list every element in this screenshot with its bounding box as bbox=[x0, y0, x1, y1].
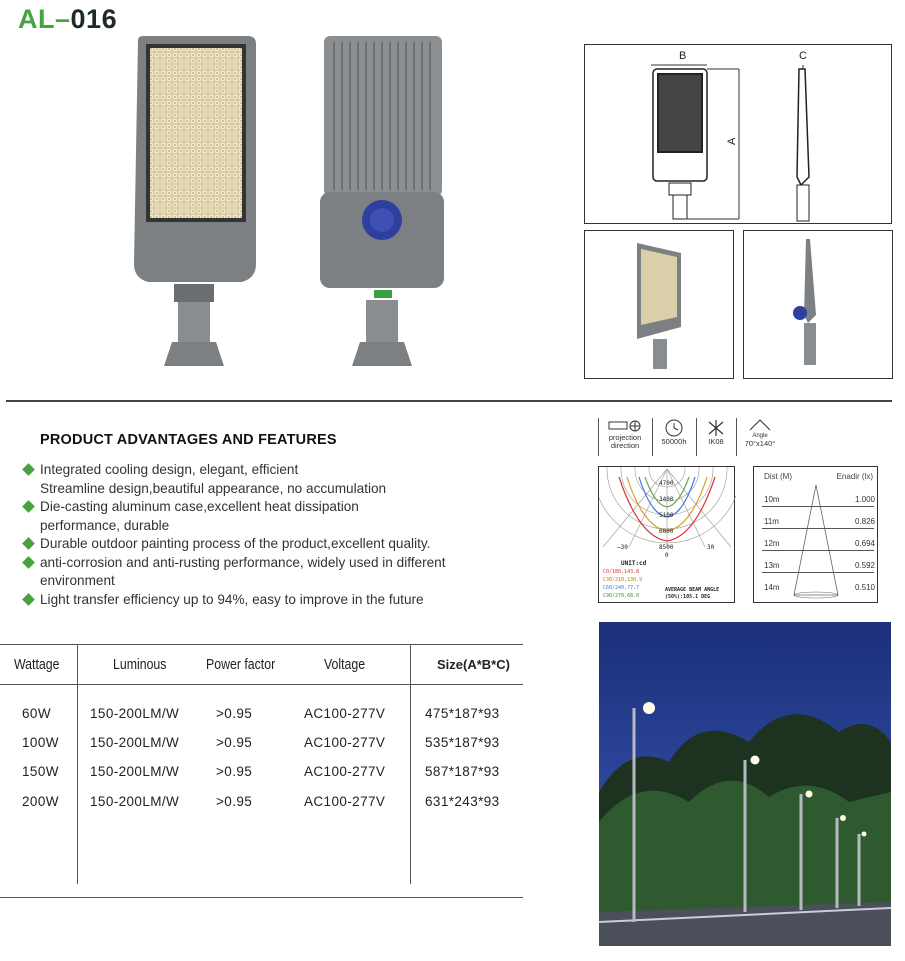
dimension-drawing bbox=[584, 44, 892, 224]
polar-value: 5100 bbox=[659, 512, 674, 519]
dim-label-a: A bbox=[726, 137, 738, 145]
polar-value: 6800 bbox=[659, 528, 674, 535]
header-wattage: Wattage bbox=[14, 657, 60, 673]
feature-item: performance, durable bbox=[40, 517, 170, 533]
angle-icon: Angle 70°x140° bbox=[738, 416, 782, 458]
night-street-photo bbox=[599, 622, 891, 946]
feature-item: Streamline design,beautiful appearance, no accumulation bbox=[40, 480, 387, 496]
features-list bbox=[22, 461, 462, 609]
polar-unit: UNIT:cd bbox=[621, 560, 647, 567]
lamp-front-photo bbox=[130, 34, 258, 374]
polar-value: 8500 bbox=[659, 544, 674, 551]
header-voltage: Voltage bbox=[324, 657, 366, 673]
lamp-back-photo bbox=[318, 34, 446, 374]
advantages-title: PRODUCT ADVANTAGES AND FEATURES bbox=[40, 432, 337, 448]
model-prefix: AL bbox=[18, 4, 55, 34]
polar-value: 4700 bbox=[659, 480, 674, 487]
feature-item: anti-corrosion and anti-rusting performance, widely used in different bbox=[22, 554, 462, 573]
dist-row: 12m 0.694 bbox=[754, 535, 879, 557]
dimension-svg bbox=[585, 45, 893, 225]
model-number: 016 bbox=[70, 4, 118, 34]
header-size: Size(A*B*C) bbox=[437, 657, 510, 672]
dist-row: 14m 0.510 bbox=[764, 583, 875, 592]
bullet-diamond-icon bbox=[22, 556, 35, 569]
angled-view-photo bbox=[584, 230, 734, 379]
bullet-diamond-icon bbox=[22, 537, 35, 550]
spec-icons bbox=[598, 416, 783, 458]
legend-item: C30/210,130.9 bbox=[603, 577, 643, 583]
feature-item: environment bbox=[40, 573, 115, 588]
dist-row: 11m 0.826 bbox=[754, 513, 879, 535]
dist-row: 10m 1.000 bbox=[754, 491, 879, 513]
feature-item: Die-casting aluminum case,excellent heat dissipation bbox=[22, 498, 462, 517]
model-separator: – bbox=[55, 4, 71, 34]
bullet-diamond-icon bbox=[22, 463, 35, 476]
header-luminous: Luminous bbox=[113, 657, 167, 673]
side-view-photo bbox=[743, 230, 893, 379]
polar-value: 0 bbox=[665, 552, 669, 559]
legend-item: C0/180,143.8 bbox=[603, 569, 640, 575]
legend-item: C60/240,77.7 bbox=[603, 585, 640, 591]
illuminance-distance-table bbox=[753, 466, 878, 603]
dim-label-c: C bbox=[799, 50, 807, 62]
lux-column-header: Enadir (lx) bbox=[836, 472, 873, 481]
polar-right-angle: 30 bbox=[707, 544, 715, 551]
beam-angle-title: AVERAGE BEAM ANGLE bbox=[665, 587, 720, 593]
polar-left-angle: −30 bbox=[617, 544, 628, 551]
clock-icon: 50000h bbox=[654, 416, 694, 458]
legend-item: C90/270,68.0 bbox=[603, 593, 640, 599]
polar-value: 3400 bbox=[659, 496, 674, 503]
impact-icon: IK08 bbox=[698, 416, 734, 458]
dim-label-b: B bbox=[679, 50, 687, 62]
bullet-diamond-icon bbox=[22, 593, 35, 606]
dist-row: 13m 0.592 bbox=[754, 557, 879, 579]
polar-diagram bbox=[598, 466, 735, 603]
feature-item: Durable outdoor painting process of the product,excellent quality. bbox=[22, 535, 462, 554]
projection-icon: projection direction bbox=[600, 416, 650, 458]
beam-angle-value: (50%):105.1 DEG bbox=[665, 594, 711, 600]
feature-item: Integrated cooling design, elegant, efficient bbox=[22, 461, 462, 480]
section-divider bbox=[6, 400, 892, 402]
header-power-factor: Power factor bbox=[206, 657, 276, 673]
feature-item: Light transfer efficiency up to 94%, easy to improve in the future bbox=[22, 591, 462, 610]
bullet-diamond-icon bbox=[22, 500, 35, 513]
model-title bbox=[18, 4, 117, 35]
dist-column-header: Dist (M) bbox=[764, 472, 792, 481]
